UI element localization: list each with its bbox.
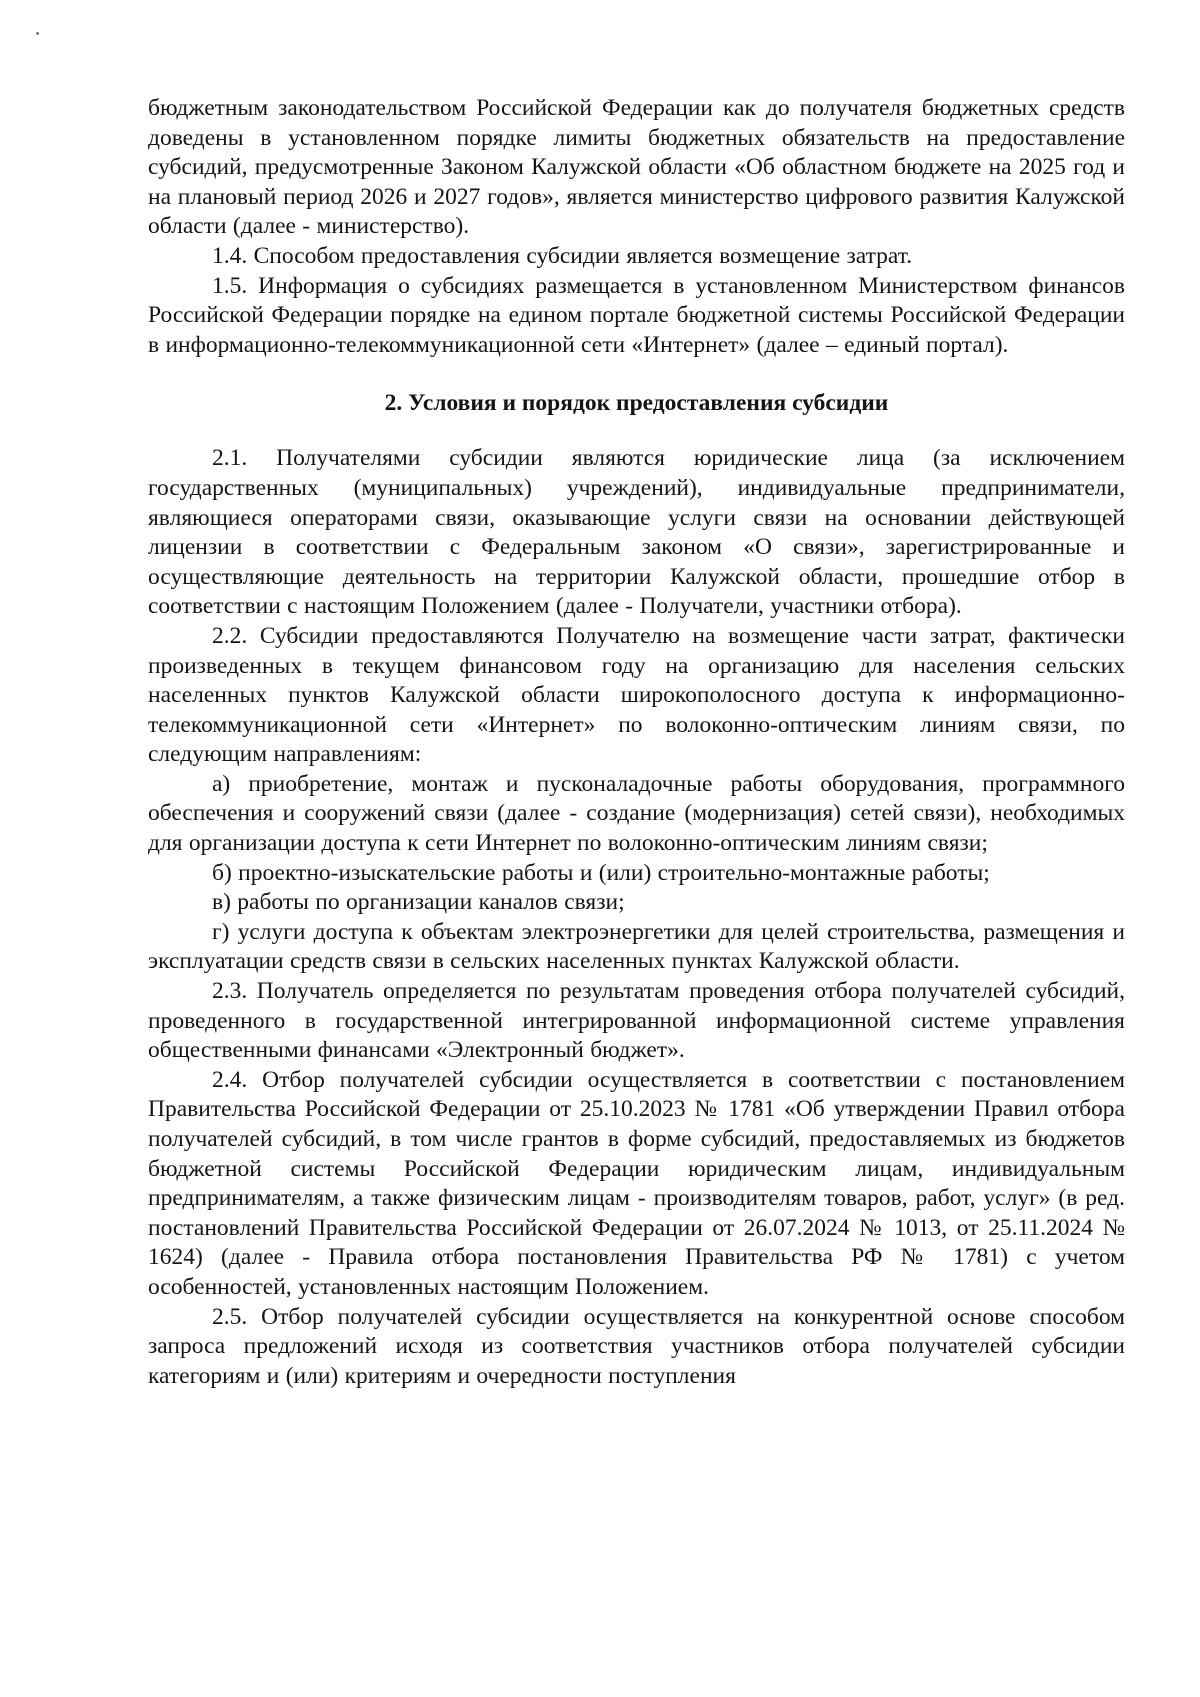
paragraph-2-3: 2.3. Получатель определяется по результатам проведения отбора получателей субсидий, проведенного в государственной интегрированной информационной системе управления общественными финансами «Электронный бюджет». (148, 978, 1125, 1064)
section-heading: 2. Условия и порядок предоставления субсидии (384, 390, 889, 417)
list-item-v: в) работы по организации каналов связи; (212, 889, 625, 916)
paragraph-2-4: 2.4. Отбор получателей субсидии осуществляется в соответствии с постановлением Правительства Российской Федерации от 25.10.2023 № 1781 «Об утверждении Правил отбора получателей субсидий, в том числе грантов в форме субсидий, предоставляемых из бюджетов бюджетной системы Российской Федерации юридическим лицам, индивидуальным предпринимателям, а также физическим лицам - производителям товаров, работ, услуг» (в ред. постановлений Правительства Российской Федерации от 26.07.2024 № 1013, от 25.11.2024 № 1624) (далее - Правила отбора постановления Правительства РФ № 1781) с учетом особенностей, установленных настоящим Положением. (148, 1066, 1125, 1300)
list-item-g: г) услуги доступа к объектам электроэнергетики для целей строительства, размещения и эксплуатации средств связи в сельских населенных пунктах Калужской области. (148, 918, 1125, 975)
paragraph-2-2: 2.2. Субсидии предоставляются Получателю на возмещение части затрат, фактически произведенных в текущем финансовом году на организацию для населения сельских населенных пунктов Калужской области широкополосного доступа к информационно-телекоммуникационной сети «Интернет» по волоконно-оптическим линиям связи, по следующим направлениям: (148, 622, 1125, 768)
paragraph-2-1: 2.1. Получателями субсидии являются юридические лица (за исключением государственных (муниципальных) учреждений), индивидуальные предприниматели, являющиеся операторами связи, оказывающие услуги связи на основании действующей лицензии в соответствии с Федеральным законом «О связи», зарегистрированные и осуществляющие деятельность на территории Калужской области, прошедшие отбор в соответствии с настоящим Положением (далее - Получатели, участники отбора). (148, 445, 1125, 620)
paragraph-continuation: бюджетным законодательством Российской Федерации как до получателя бюджетных средств доведены в установленном порядке лимиты бюджетных обязательств на предоставление субсидий, предусмотренные Законом Калужской области «Об областном бюджете на 2025 год и на плановый период 2026 и 2027 годов», является министерство цифрового развития Калужской области (далее - министерство). (148, 95, 1125, 240)
document-page (148, 94, 1125, 1654)
paragraph-1-4: 1.4. Способом предоставления субсидии является возмещение затрат. (212, 242, 913, 269)
paragraph-1-5: 1.5. Информация о субсидиях размещается в установленном Министерством финансов Российской Федерации порядке на едином портале бюджетной системы Российской Федерации в информационно-телекоммуникационной сети «Интернет» (далее – единый портал). (148, 272, 1125, 358)
scan-speck (36, 32, 39, 35)
list-item-a: а) приобретение, монтаж и пусконаладочные работы оборудования, программного обеспечения и сооружений связи (далее - создание (модернизация) сетей связи), необходимых для организации доступа к сети Интернет по волоконно-оптическим линиям связи; (148, 770, 1125, 857)
list-item-b: б) проектно-изыскательские работы и (или) строительно-монтажные работы; (212, 859, 990, 886)
paragraph-2-5: 2.5. Отбор получателей субсидии осуществляется на конкурентной основе способом запроса предложений исходя из соответствия участников отбора получателей субсидии категориям и (или) критериям и очередности поступления (148, 1303, 1125, 1389)
